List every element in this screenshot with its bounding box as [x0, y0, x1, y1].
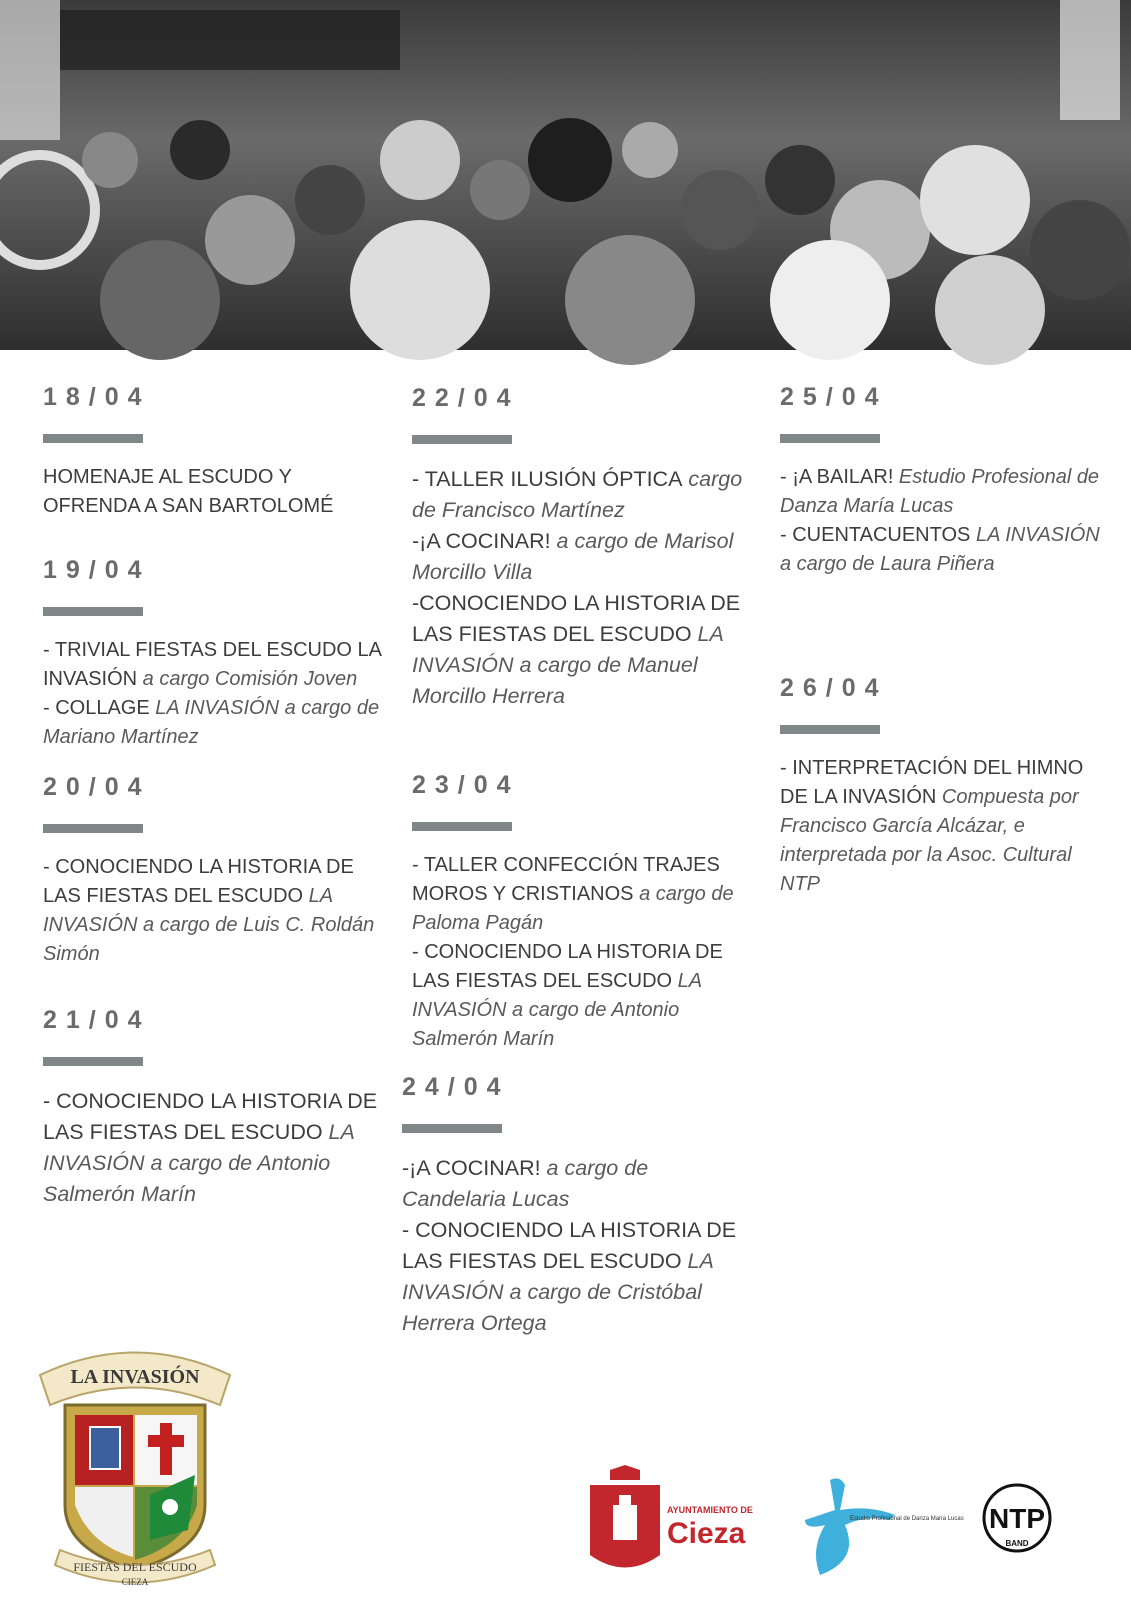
- event-day-19-04: [43, 555, 383, 752]
- cieza-label: Cieza: [667, 1517, 746, 1550]
- ntp-band-logo: [980, 1480, 1055, 1560]
- date-underline: [780, 434, 880, 443]
- festival-crowd-photo: [0, 0, 1131, 350]
- event-title: - CONOCIENDO LA HISTORIA DE LAS FIESTAS DEL ESCUDO: [412, 941, 723, 992]
- event-credit: LA INVASIÓN a cargo de Antonio Salmerón Marín: [43, 1120, 355, 1206]
- schedule-column-3: [780, 382, 1100, 899]
- event-title: HOMENAJE AL ESCUDO Y OFRENDA A SAN BARTOLOMÉ: [43, 466, 334, 517]
- date-underline: [412, 435, 512, 444]
- dancer-icon: [805, 1478, 895, 1575]
- event-credit: a cargo de Paloma Pagán: [412, 883, 734, 934]
- event-title: -CONOCIENDO LA HISTORIA DE LAS FIESTAS DEL ESCUDO: [412, 591, 741, 646]
- event-date: 25/04: [780, 383, 888, 411]
- ayuntamiento-label: AYUNTAMIENTO DE: [667, 1505, 753, 1515]
- event-title: - CUENTACUENTOS: [780, 524, 971, 546]
- shield-bottom-text: FIESTAS DEL ESCUDO: [73, 1560, 197, 1574]
- event-title: -¡A COCINAR!: [412, 529, 551, 553]
- event-day-22-04: [412, 383, 752, 712]
- event-description: [43, 463, 383, 521]
- shield-city-text: CIEZA: [121, 1577, 149, 1587]
- event-credit: Estudio Profesional de Danza María Lucas: [780, 466, 1100, 517]
- date-underline: [43, 824, 143, 833]
- crowd-photo-icon: [0, 0, 1131, 350]
- shield-top-text: LA INVASIÓN: [70, 1366, 200, 1388]
- event-description: [43, 853, 383, 969]
- event-description: [402, 1153, 752, 1339]
- crown-icon: [610, 1465, 640, 1480]
- schedule-column-2: [402, 383, 752, 1339]
- event-credit: LA INVASIÓN a cargo de Manuel Morcillo Herrera: [412, 622, 724, 708]
- event-day-24-04: [402, 1072, 752, 1339]
- event-date: 22/04: [412, 384, 520, 412]
- danza-label: Estudio Profesional de Danza María Lucas: [850, 1516, 964, 1522]
- schedule-column-1: [43, 382, 383, 1210]
- event-title: - TALLER ILUSIÓN ÓPTICA: [412, 467, 683, 491]
- event-title: - CONOCIENDO LA HISTORIA DE LAS FIESTAS DEL ESCUDO: [43, 1089, 378, 1144]
- event-date: 23/04: [412, 771, 520, 799]
- date-underline: [43, 1057, 143, 1066]
- event-day-25-04: [780, 382, 1100, 579]
- event-day-21-04: [43, 1005, 383, 1210]
- la-invasion-shield-logo: [20, 1335, 250, 1590]
- event-description: [43, 1086, 383, 1210]
- event-credit: LA INVASIÓN a cargo de Luis C. Roldán Simón: [43, 885, 375, 965]
- ntp-label: NTP: [989, 1503, 1045, 1534]
- event-title: - ¡A BAILAR!: [780, 466, 894, 488]
- event-credit: LA INVASIÓN a cargo de Mariano Martínez: [43, 697, 380, 748]
- event-description: [43, 636, 383, 752]
- event-date: 21/04: [43, 1006, 151, 1034]
- event-title: -¡A COCINAR!: [402, 1156, 541, 1180]
- event-credit: a cargo Comisión Joven: [137, 668, 358, 690]
- ntp-band-label: BAND: [1005, 1539, 1029, 1548]
- event-credit: LA INVASIÓN a cargo de Antonio Salmerón Marín: [412, 970, 702, 1050]
- event-description: [780, 463, 1100, 579]
- event-credit: a cargo de Marisol Morcillo Villa: [412, 529, 734, 584]
- event-date: 18/04: [43, 383, 151, 411]
- event-title: - CONOCIENDO LA HISTORIA DE LAS FIESTAS DEL ESCUDO: [402, 1218, 737, 1273]
- event-date: 20/04: [43, 773, 151, 801]
- event-title: - COLLAGE: [43, 697, 150, 719]
- event-description: [780, 754, 1100, 899]
- event-title: - INTERPRETACIÓN DEL HIMNO DE LA INVASIÓN: [780, 757, 1084, 808]
- event-credit: Compuesta por Francisco García Alcázar, e interpretada por la Asoc. Cultural NTP: [780, 786, 1079, 895]
- event-day-20-04: [43, 772, 383, 969]
- event-credit: a cargo de Candelaria Lucas: [402, 1156, 649, 1211]
- event-credit: LA INVASIÓN a cargo de Laura Piñera: [780, 524, 1100, 575]
- event-credit: LA INVASIÓN a cargo de Cristóbal Herrera Ortega: [402, 1249, 714, 1335]
- event-title: - TRIVIAL FIESTAS DEL ESCUDO LA INVASIÓN: [43, 639, 381, 690]
- event-date: 26/04: [780, 674, 888, 702]
- date-underline: [402, 1124, 502, 1133]
- date-underline: [43, 607, 143, 616]
- event-day-26-04: [780, 673, 1100, 899]
- event-description: [412, 851, 752, 1054]
- event-date: 19/04: [43, 556, 151, 584]
- date-underline: [43, 434, 143, 443]
- event-day-23-04: [412, 770, 752, 1054]
- event-title: - CONOCIENDO LA HISTORIA DE LAS FIESTAS DEL ESCUDO: [43, 856, 354, 907]
- date-underline: [412, 822, 512, 831]
- event-description: [412, 464, 752, 712]
- date-underline: [780, 725, 880, 734]
- danza-maria-lucas-logo: [800, 1470, 964, 1580]
- ayuntamiento-cieza-logo: [585, 1465, 755, 1580]
- event-credit: cargo de Francisco Martínez: [412, 467, 743, 522]
- event-title: - TALLER CONFECCIÓN TRAJES MOROS Y CRISTIANOS: [412, 854, 720, 905]
- event-date: 24/04: [402, 1073, 510, 1101]
- event-day-18-04: [43, 382, 383, 521]
